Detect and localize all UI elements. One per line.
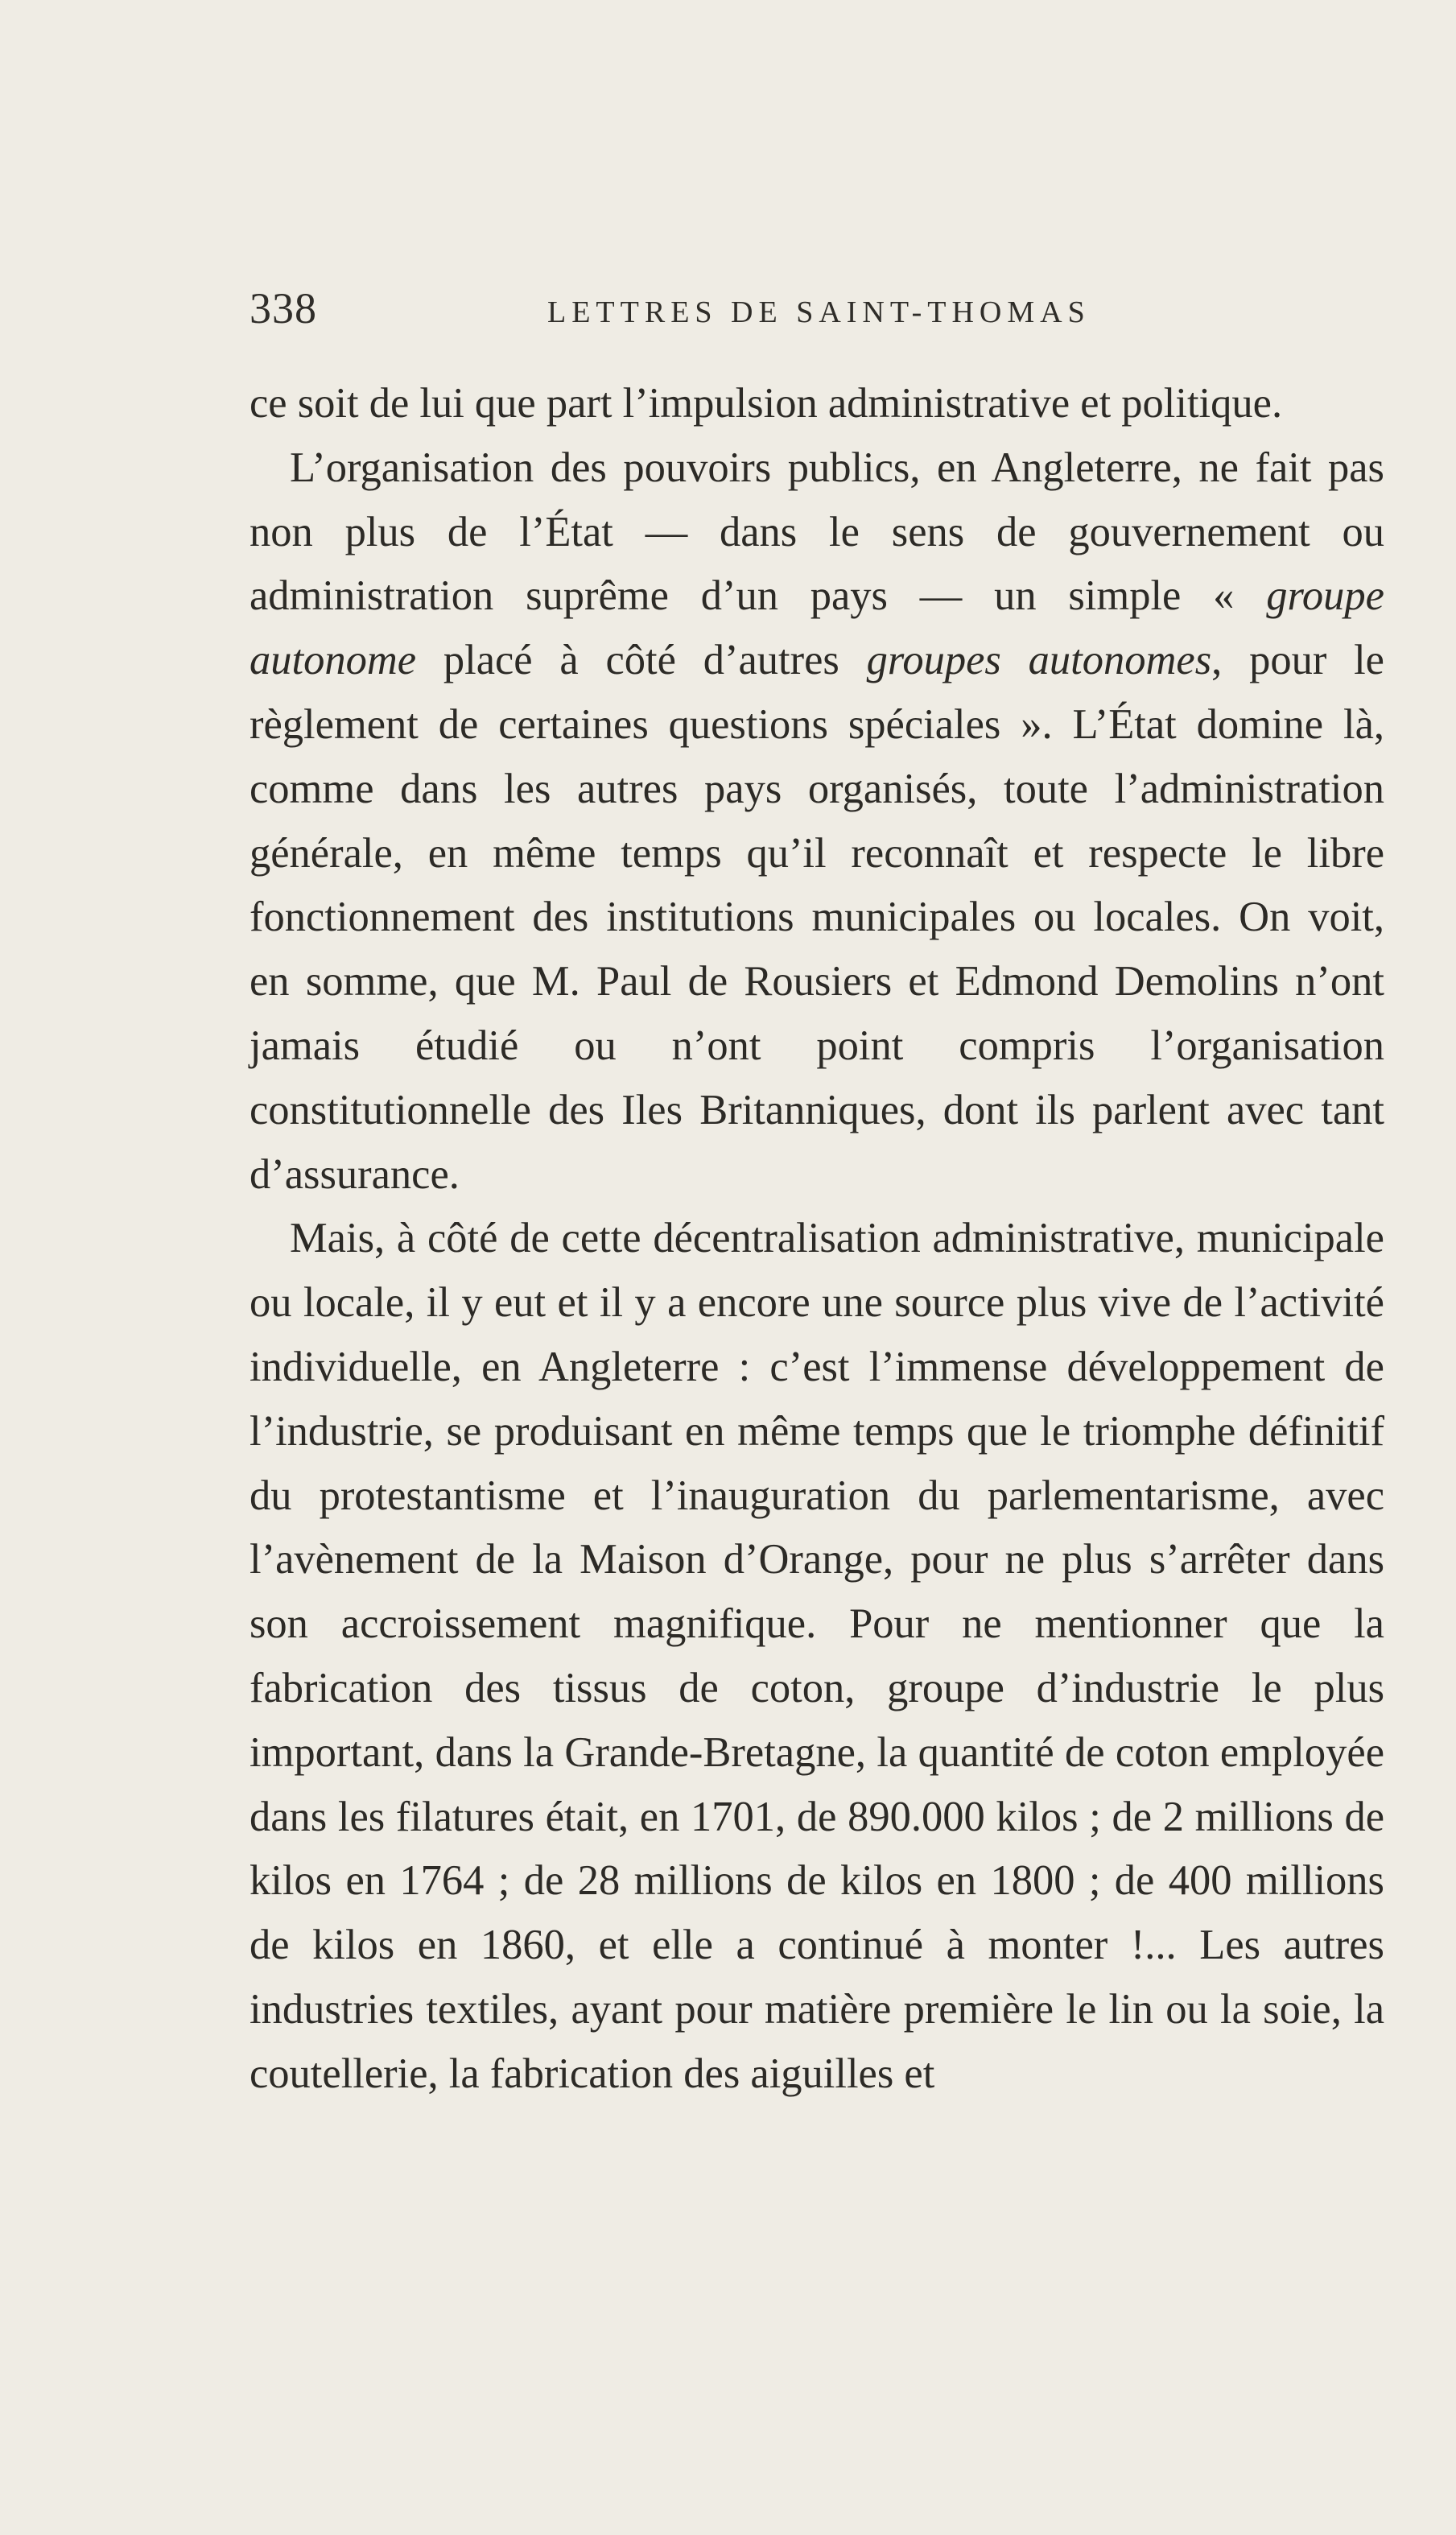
italic-term-groupe-autonome: groupe autonome — [250, 572, 1384, 684]
page-header — [250, 283, 1384, 340]
paragraph-2-text-c: , pour le règlement de certaines questions spéciales ». L’État domine là, comme dans les autres pays organisés, toute l’administration générale, en même temps qu’il reconnaît et respecte le libre fonctionnement des institutions municipales ou locales. On voit, en somme, que M. Paul de Rousiers et Edmond Demolins n’ont jamais étudié ou n’ont point compris l’organisation constitutionnelle des Iles Britanniques, dont ils parlent avec tant d’assurance. — [250, 637, 1384, 1198]
paragraph-2-text-b: placé à côté d’autres — [416, 637, 867, 684]
running-title: LETTRES DE SAINT-THOMAS — [547, 295, 1091, 329]
paragraph-1: ce soit de lui que part l’impulsion administrative et politique. — [250, 380, 1283, 427]
paragraph-2-text-a: L’organisation des pouvoirs publics, en Angleterre, ne fait pas non plus de l’État — dans le sens de gouvernement ou administration suprême d’un pays — un simple « — [250, 444, 1384, 620]
body-text — [250, 372, 1384, 2107]
paragraph-3: Mais, à côté de cette décentralisation administrative, municipale ou locale, il y eut et il y a encore une source plus vive de l’activité individuelle, en Angleterre : c’est l’immense développement de l’industrie, se produisant en même temps que le triomphe définitif du protestantisme et l’inauguration du parlementarisme, avec l’avènement de la Maison d’Orange, pour ne plus s’arrêter dans son accroissement magnifique. Pour ne mentionner que la fabrication des tissus de coton, groupe d’industrie le plus important, dans la Grande-Bretagne, la quantité de coton employée dans les filatures était, en 1701, de 890.000 kilos ; de 2 millions de kilos en 1764 ; de 28 millions de kilos en 1800 ; de 400 millions de kilos en 1860, et elle a continué à monter !... Les autres industries textiles, ayant pour matière première le lin ou la soie, la coutellerie, la fabrication des aiguilles et — [250, 1215, 1384, 2097]
page-number: 338 — [250, 284, 317, 332]
italic-term-groupes-autonomes: groupes autonomes — [866, 637, 1212, 684]
paragraph-2 — [250, 436, 1384, 1208]
